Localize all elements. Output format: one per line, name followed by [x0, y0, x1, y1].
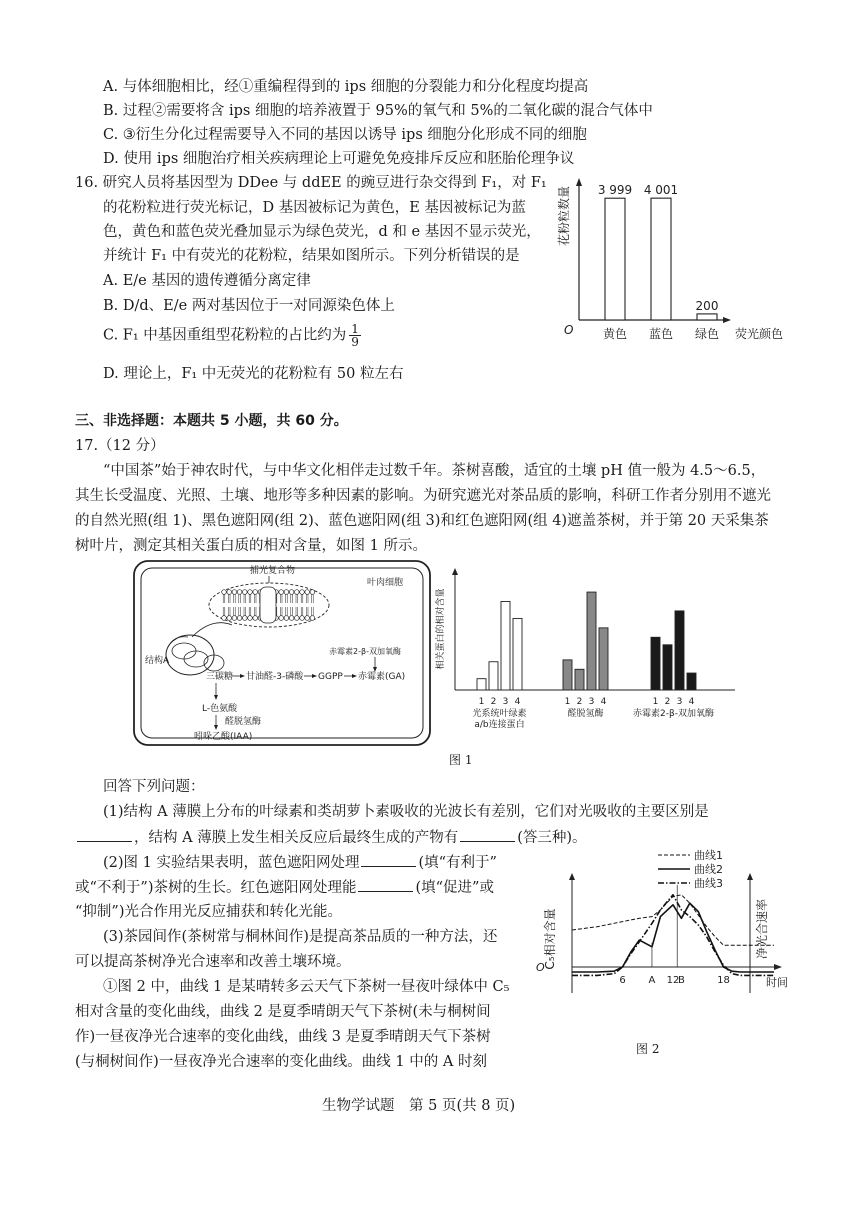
right-y-axis-label: 净光合速率 [755, 898, 769, 960]
ga-label: 赤霉素(GA) [358, 672, 406, 682]
q16-stem-line2: 的花粉粒进行荧光标记，D 基因被标记为黄色，E 基因被标记为蓝 [103, 200, 526, 216]
fraction-denominator: 9 [351, 335, 359, 349]
arrow-head-icon [352, 674, 357, 678]
phospholipid-head [295, 616, 300, 621]
q17-2-text: (2)图 1 实验结果表明，蓝色遮阳网处理 [103, 855, 360, 871]
phospholipid-head [222, 590, 227, 595]
pollen-count-bar-chart [555, 172, 795, 347]
bar [587, 592, 596, 690]
x-tick-label: A [648, 975, 656, 986]
legend-label: 曲线1 [694, 849, 723, 862]
right-y-arrow-icon [747, 873, 753, 880]
q16-option-a: A. E/e 基因的遗传遵循分离定律 [103, 273, 311, 289]
q17-2-line3: “抑制”)光合作用光反应捕获和转化光能。 [75, 904, 342, 920]
bar [651, 198, 671, 320]
q17-3-line5: 作)一昼夜净光合速率的变化曲线，曲线 3 是夏季晴朗天气下茶树 [75, 1029, 491, 1045]
bar [477, 679, 486, 690]
phospholipid-head [310, 590, 315, 595]
cell-label: 叶肉细胞 [367, 578, 404, 588]
q17-paragraph-line1: “中国茶”始于神农时代，与中华文化相伴走过数千年。茶树喜酸，适宜的土壤 pH 值一般为 4.5～6.5， [103, 463, 766, 479]
legend-label: 曲线3 [694, 877, 723, 890]
phospholipid-head [305, 616, 310, 621]
q17-paragraph-line4: 树叶片，测定其相关蛋白质的相对含量，如图 1 所示。 [75, 538, 427, 554]
arrow-head-icon [214, 695, 218, 700]
group-tick-label: 3 [588, 697, 595, 707]
q16-option-c [103, 323, 361, 348]
q17-3-line2: 可以提高茶树净光合速率和改善土壤环境。 [75, 954, 351, 970]
q17-1-line2 [75, 827, 587, 848]
fraction [349, 323, 361, 348]
bar [697, 314, 717, 320]
q15-option-b: B. 过程②需要将含 ips 细胞的培养液置于 95%的氧气和 5%的二氧化碳的混合气体中 [103, 103, 653, 119]
phospholipid-head [237, 616, 242, 621]
q16-stem-line4: 并统计 F₁ 中有荧光的花粉粒，结果如图所示。下列分析错误的是 [103, 248, 520, 264]
bar [651, 637, 660, 690]
answer-blank[interactable] [77, 827, 132, 842]
group-tick-label: 2 [490, 697, 497, 707]
q17-1-text-end: (答三种)。 [517, 830, 587, 846]
zoom-line [192, 623, 232, 637]
bar [663, 645, 672, 690]
answer-blank[interactable] [460, 827, 515, 842]
protein-content-bar-chart [433, 559, 753, 747]
figure-2-caption: 图 2 [636, 1042, 660, 1056]
bar [501, 601, 510, 690]
group-label: 光系统叶绿素 [472, 709, 527, 719]
phospholipid-head [305, 590, 310, 595]
bar [675, 611, 684, 690]
group-tick-label: 1 [478, 697, 485, 707]
light-harvesting-complex [260, 587, 276, 623]
y-axis-label: 花粉粒数量 [557, 185, 571, 247]
bar [575, 669, 584, 690]
g3p-label: 甘油醛-3-磷酸 [246, 672, 304, 682]
group-tick-label: 3 [676, 697, 683, 707]
q16-stem-line1: 16. 研究人员将基因型为 DDee 与 ddEE 的豌豆进行杂交得到 F₁，对 F₁ [75, 175, 547, 191]
series-line [572, 903, 774, 972]
ggpp-label: GGPP [318, 672, 343, 682]
mitochondrion [168, 637, 188, 647]
phospholipid-head [279, 616, 284, 621]
y-axis-arrow-icon [452, 568, 458, 575]
phospholipid-head [227, 616, 232, 621]
arrow-head-icon [214, 725, 218, 730]
left-y-arrow-icon [569, 873, 575, 880]
enzyme-label: 赤霉素2-β-双加氧酶 [329, 647, 401, 656]
phospholipid-head [284, 616, 289, 621]
bar [513, 618, 522, 690]
q15-option-c: C. ③衍生分化过程需要导入不同的基因以诱导 ips 细胞分化形成不同的细胞 [103, 127, 587, 143]
answer-blank[interactable] [358, 877, 413, 892]
q17-3-line1: (3)茶园间作(茶树常与桐林间作)是提高茶品质的一种方法，还 [103, 929, 498, 945]
answer-blank[interactable] [361, 852, 416, 867]
phospholipid-head [284, 590, 289, 595]
c5-photosynthesis-line-chart [538, 843, 808, 1031]
q17-3-line3: ①图 2 中，曲线 1 是某晴转多云天气下茶树一昼夜叶绿体中 C₅ [103, 979, 510, 995]
bar-value-label: 3 999 [597, 183, 633, 198]
q17-1-text: ，结构 A 薄膜上发生相关反应后最终生成的产物有 [134, 830, 459, 846]
x-tick-label: 18 [717, 975, 730, 986]
bar [489, 662, 498, 690]
group-label: a/b连接蛋白 [474, 720, 525, 730]
y-axis-arrow-icon [576, 178, 582, 186]
section-3-title: 三、非选择题：本题共 5 小题，共 60 分。 [75, 413, 348, 429]
group-label: 醛脱氢酶 [567, 709, 604, 719]
leaf-cell-diagram [132, 559, 432, 747]
left-y-axis-label: C₅相对含量 [543, 908, 557, 970]
aldehyde-label: 醛脱氢酶 [225, 717, 262, 727]
phospholipid-head [227, 590, 232, 595]
group-tick-label: 4 [514, 697, 521, 707]
x-axis-arrow-icon [723, 317, 731, 323]
leucine-label: L-色氨酸 [202, 704, 238, 714]
q17-2-line2 [75, 877, 494, 898]
q15-option-a: A. 与体细胞相比，经①重编程得到的 ips 细胞的分裂能力和分化程度均提高 [103, 79, 589, 95]
x-axis-label: 时间 [766, 976, 788, 989]
figure-1-caption: 图 1 [449, 753, 473, 767]
bar [687, 673, 696, 690]
phospholipid-head [232, 590, 237, 595]
group-tick-label: 1 [652, 697, 659, 707]
q17-paragraph-line3: 的自然光照(组 1)、黑色遮阳网(组 2)、蓝色遮阳网(组 3)和红色遮阳网(组 4)遮盖茶树，并于第 20 天采集茶 [75, 513, 769, 529]
iaa-label: 吲哚乙酸(IAA) [194, 732, 253, 742]
thylakoid-membrane [222, 587, 315, 623]
q17-paragraph-line2: 其生长受温度、光照、土壤、地形等多种因素的影响。为研究遮光对茶品质的影响，科研工作者分别用不遮光 [75, 488, 771, 504]
q17-header: 17.（12 分） [75, 438, 165, 454]
triose-label: 三碳糖 [206, 672, 234, 682]
arrow-head-icon [240, 674, 245, 678]
phospholipid-head [243, 616, 248, 621]
origin-label: O [536, 961, 545, 974]
x-axis-arrow-icon [774, 964, 782, 970]
origin-label: O [564, 323, 574, 337]
phospholipid-head [310, 616, 315, 621]
phospholipid-head [300, 590, 305, 595]
phospholipid-head [248, 616, 253, 621]
group-tick-label: 2 [576, 697, 583, 707]
q17-2-text: 或“不利于”)茶树的生长。红色遮阳网处理能 [75, 880, 357, 896]
legend-label: 曲线2 [694, 863, 723, 876]
group-tick-label: 4 [600, 697, 607, 707]
phospholipid-head [279, 590, 284, 595]
phospholipid-head [248, 590, 253, 595]
complex-label: 捕光复合物 [250, 566, 296, 576]
group-tick-label: 4 [688, 697, 695, 707]
category-label: 绿色 [694, 327, 720, 341]
category-label: 蓝色 [648, 327, 674, 341]
x-tick-label: 12 [666, 975, 680, 986]
bar-value-label: 200 [695, 298, 719, 313]
q17-1-line1: (1)结构 A 薄膜上分布的叶绿素和类胡萝卜素吸收的光波长有差别，它们对光吸收的主要区别是 [103, 804, 709, 820]
series-line [572, 895, 774, 976]
phospholipid-head [253, 616, 258, 621]
q17-3-line6: (与桐树间作)一昼夜净光合速率的变化曲线。曲线 1 中的 A 时刻 [75, 1054, 487, 1070]
bar [605, 198, 625, 320]
q17-2-hint: (填“有利于” [418, 855, 497, 871]
group-tick-label: 1 [564, 697, 571, 707]
phospholipid-head [253, 590, 258, 595]
structure-a-label: 结构A [145, 656, 170, 666]
page-footer: 生物学试题 第 5 页(共 8 页) [322, 1098, 516, 1114]
phospholipid-head [222, 616, 227, 621]
y-axis-label: 相关蛋白的相对含量 [436, 588, 446, 670]
group-tick-label: 2 [664, 697, 671, 707]
q17-3-line4: 相对含量的变化曲线，曲线 2 是夏季晴朗天气下茶树(未与桐树间 [75, 1004, 491, 1020]
phospholipid-head [289, 616, 294, 621]
bar [563, 660, 572, 690]
phospholipid-head [300, 616, 305, 621]
group-label: 赤霉素2-β-双加氧酶 [633, 709, 714, 719]
x-tick-label: 6 [619, 975, 626, 986]
category-label: 黄色 [602, 327, 628, 341]
q17-2-hint: (填“促进”或 [415, 880, 494, 896]
phospholipid-head [289, 590, 294, 595]
phospholipid-head [295, 590, 300, 595]
q16-option-d: D. 理论上，F₁ 中无荧光的花粉粒有 50 粒左右 [103, 366, 404, 382]
q15-option-d: D. 使用 ips 细胞治疗相关疾病理论上可避免免疫排斥反应和胚胎伦理争议 [103, 151, 575, 167]
group-tick-label: 3 [502, 697, 509, 707]
q16-option-b: B. D/d、E/e 两对基因位于一对同源染色体上 [103, 298, 395, 314]
arrow-head-icon [312, 674, 317, 678]
phospholipid-head [243, 590, 248, 595]
phospholipid-head [232, 616, 237, 621]
q16-stem-line3: 色，黄色和蓝色荧光叠加显示为绿色荧光，d 和 e 基因不显示荧光， [103, 224, 541, 240]
x-tick-label: B [677, 975, 685, 986]
phospholipid-head [237, 590, 242, 595]
fraction-numerator: 1 [351, 322, 359, 336]
series-line [572, 895, 774, 945]
bar [599, 628, 608, 690]
q17-2-line1 [103, 852, 497, 873]
x-axis-label: 荧光颜色 [735, 327, 784, 341]
answer-prompt: 回答下列问题： [103, 779, 205, 795]
q16-option-c-text: C. F₁ 中基因重组型花粉粒的占比约为 [103, 327, 347, 344]
bar-value-label: 4 001 [643, 183, 679, 198]
